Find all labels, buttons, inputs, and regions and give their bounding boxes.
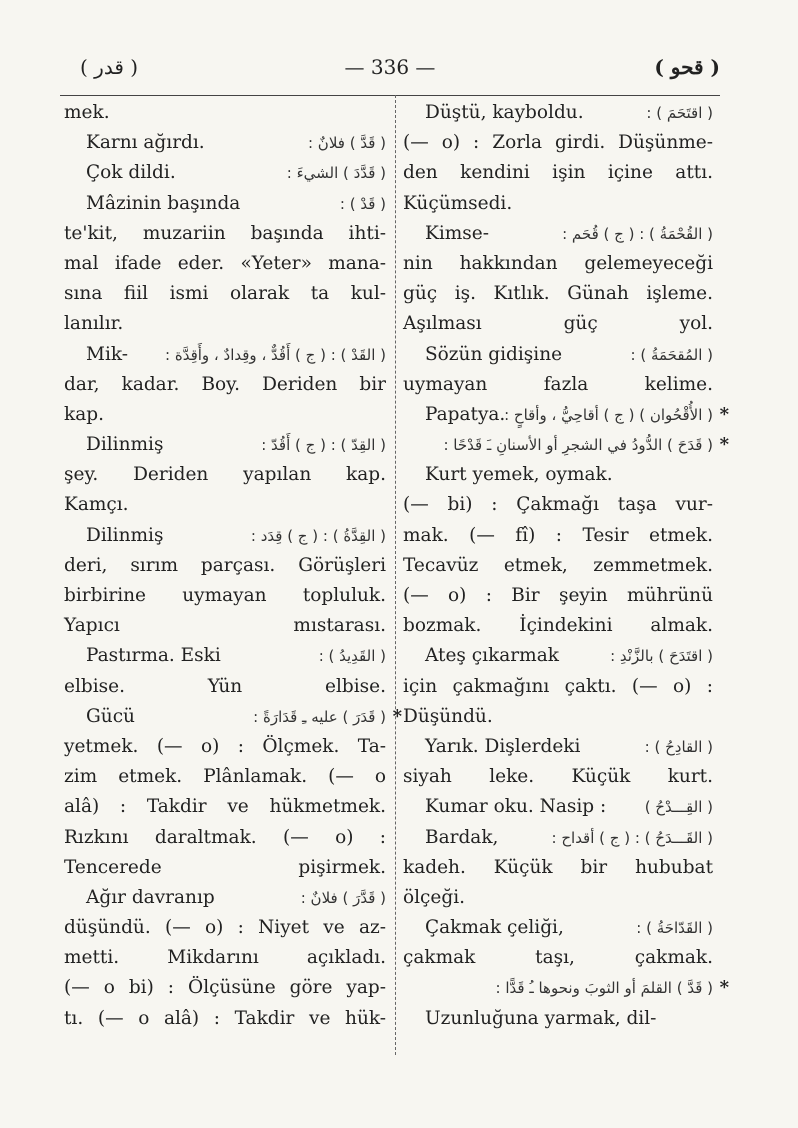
- entry-star-marker: *: [719, 434, 729, 456]
- text-line: [64, 883, 386, 913]
- text-line: [64, 641, 386, 671]
- line-text: şey. Deriden yapılan kap.: [64, 464, 386, 486]
- line-text: düşündü. (— o) : Niyet ve az-: [64, 917, 386, 939]
- line-text: Uzunluğuna yarmak, dil-: [425, 1007, 657, 1029]
- text-line: [403, 521, 713, 551]
- text-line: [403, 158, 713, 188]
- text-line: [403, 219, 713, 249]
- header-right-root: ( قحو ): [654, 55, 720, 79]
- line-text: (— bi) : Çakmağı taşa vur-: [403, 494, 713, 516]
- page-number: — 336 —: [344, 55, 436, 79]
- text-line: [403, 913, 713, 943]
- column-divider: [395, 95, 396, 1055]
- line-text: Rızkını daraltmak. (— o) :: [64, 826, 386, 848]
- arabic-headword: ( القُحْمَةُ ) : ( ج ) قُحَم :: [562, 224, 713, 243]
- line-text: Düştü, kayboldu.: [425, 102, 584, 123]
- arabic-headword: ( القَـــدَحُ ) : ( ج ) أقداح :: [551, 828, 713, 847]
- text-line: [403, 792, 713, 822]
- line-text: Küçümsedi.: [403, 192, 513, 214]
- line-text: (— o) : Zorla girdi. Düşünme-: [403, 132, 713, 154]
- text-line: [64, 762, 386, 792]
- text-line: [64, 792, 386, 822]
- text-line: [403, 98, 713, 128]
- text-line: [64, 853, 386, 883]
- line-text: Yapıcı mıstarası.: [64, 615, 386, 637]
- text-line: [64, 973, 386, 1003]
- line-text: tı. (— o alâ) : Takdir ve hük-: [64, 1007, 386, 1029]
- line-text: yetmek. (— o) : Ölçmek. Ta-: [64, 735, 386, 757]
- arabic-headword: ( قَدَّرَ ) فلانٌ :: [300, 888, 386, 907]
- text-line: [64, 521, 386, 551]
- text-line: [403, 128, 713, 158]
- line-text: Gücü: [86, 705, 135, 727]
- arabic-headword: ( قَدَرَ ) عليه ـِ قَدَارَةً :: [253, 707, 386, 726]
- line-text: metti. Mikdarını açıkladı.: [64, 947, 386, 969]
- text-line: [64, 943, 386, 973]
- entry-star-marker: *: [392, 705, 402, 727]
- arabic-headword: ( القِـــدْحُ ): [644, 798, 713, 817]
- text-line: [64, 732, 386, 762]
- text-line: [403, 973, 729, 1003]
- text-line: [64, 702, 402, 732]
- arabic-headword: ( قَدَّدَ ) الشيءَ :: [286, 164, 386, 183]
- text-line: [403, 732, 713, 762]
- text-line: [403, 370, 713, 400]
- line-text: Pastırma. Eski: [86, 645, 221, 667]
- line-text: Papatya.: [425, 403, 506, 425]
- arabic-headword: ( اقتَحَمَ ) :: [646, 104, 713, 122]
- text-line: [64, 219, 386, 249]
- text-line: [64, 249, 386, 279]
- line-text: Tecavüz etmek, zemmetmek.: [403, 554, 713, 576]
- text-line: [403, 249, 713, 279]
- text-line: [403, 189, 713, 219]
- line-text: alâ) : Takdir ve hükmetmek.: [64, 796, 386, 818]
- line-text: nin hakkından gelemeyeceği: [403, 252, 713, 274]
- text-line: [403, 883, 713, 913]
- text-line: [403, 762, 713, 792]
- entry-star-marker: *: [719, 977, 729, 999]
- arabic-headword: ( قَدَّ ) القلمَ أو الثوبَ ونحوها ـُ قَدًّا :: [495, 979, 713, 998]
- text-line: [64, 551, 386, 581]
- line-text: için çakmağını çaktı. (— o) :: [403, 675, 713, 697]
- line-text: Dilinmiş: [86, 434, 164, 456]
- line-text: kadeh. Küçük bir hububat: [403, 856, 713, 878]
- line-text: uymayan fazla kelime.: [403, 373, 713, 395]
- text-line: [403, 340, 713, 370]
- text-line: [64, 490, 386, 520]
- line-text: lanılır.: [64, 313, 124, 335]
- text-line: [403, 702, 713, 732]
- text-line: [64, 128, 386, 158]
- text-line: [403, 611, 713, 641]
- line-text: çakmak taşı, çakmak.: [403, 947, 713, 969]
- line-text: elbise. Yün elbise.: [64, 675, 386, 697]
- line-text: te'kit, muzariin başında ihti-: [64, 222, 386, 244]
- text-line: [64, 400, 386, 430]
- line-text: bozmak. İçindekini almak.: [403, 615, 713, 637]
- text-line: [403, 581, 713, 611]
- line-text: Karnı ağırdı.: [86, 132, 205, 154]
- left-column: [64, 98, 402, 1034]
- arabic-headword: ( قَدَّ ) فلانٌ :: [307, 134, 386, 153]
- text-line: [403, 309, 713, 339]
- arabic-headword: ( القِدَّةُ ) : ( ج ) قِدَد :: [250, 526, 386, 545]
- line-text: Kurt yemek, oymak.: [425, 464, 613, 486]
- line-text: mek.: [64, 102, 110, 123]
- text-line: [403, 551, 713, 581]
- entry-star-marker: *: [719, 403, 729, 425]
- text-line: [64, 340, 386, 370]
- header-left-root: ( قدر ): [80, 55, 139, 79]
- text-line: [64, 309, 386, 339]
- line-text: Mâzinin başında: [86, 192, 241, 214]
- line-text: deri, sırım parçası. Görüşleri: [64, 554, 386, 576]
- arabic-headword: ( القادِحُ ) :: [644, 737, 713, 756]
- page-header: [60, 55, 720, 91]
- right-column: [403, 98, 729, 1034]
- text-line: [403, 490, 713, 520]
- text-line: [403, 823, 713, 853]
- line-text: Kimse-: [425, 222, 489, 244]
- line-text: Yarık. Dişlerdeki: [425, 735, 581, 757]
- line-text: Bardak,: [425, 826, 499, 848]
- line-text: Çakmak çeliği,: [425, 917, 564, 939]
- text-line: [64, 823, 386, 853]
- arabic-headword: ( قَدْ ) :: [339, 194, 386, 213]
- line-text: (— o bi) : Ölçüsüne göre yap-: [64, 977, 386, 999]
- line-text: Düşündü.: [403, 705, 493, 727]
- text-line: [403, 400, 729, 430]
- line-text: dar, kadar. Boy. Deriden bir: [64, 373, 386, 395]
- text-line: [64, 370, 386, 400]
- text-line: [403, 430, 729, 460]
- text-line: [64, 158, 386, 188]
- line-text: Mik-: [86, 343, 128, 365]
- line-text: siyah leke. Küçük kurt.: [403, 766, 713, 788]
- arabic-headword: ( اقتَدَحَ ) بالزَّنْدِ :: [610, 647, 713, 666]
- line-text: mak. (— fî) : Tesir etmek.: [403, 524, 713, 546]
- text-line: [64, 611, 386, 641]
- line-text: Ağır davranıp: [86, 886, 215, 908]
- line-text: Tencerede pişirmek.: [64, 856, 386, 878]
- text-line: [403, 1004, 713, 1034]
- line-text: Çok dildi.: [86, 162, 176, 184]
- arabic-headword: ( قَدَحَ ) الدُّودُ في الشجرِ أو الأسنانِ ـَ قَدْحًا :: [443, 436, 713, 455]
- line-text: Ateş çıkarmak: [425, 645, 559, 667]
- line-text: Kumar oku. Nasip :: [425, 796, 607, 818]
- arabic-headword: ( القَدّاحَةُ ) :: [636, 919, 713, 938]
- line-text: güç iş. Kıtlık. Günah işleme.: [403, 283, 713, 305]
- line-text: Sözün gidişine: [425, 343, 563, 365]
- arabic-headword: ( الأُقْحُوان ) ( ج ) أقاحِيُّ ، وأقاحٍ :: [504, 405, 713, 424]
- line-text: ölçeği.: [403, 886, 466, 908]
- line-text: Aşılması güç yol.: [403, 313, 713, 335]
- line-text: Kamçı.: [64, 494, 129, 516]
- line-text: (— o) : Bir şeyin mührünü: [403, 585, 713, 606]
- text-line: [403, 641, 713, 671]
- arabic-headword: ( المُقحَمَةُ ) :: [630, 345, 713, 364]
- text-line: [64, 98, 386, 128]
- line-text: birbirine uymayan topluluk.: [64, 585, 386, 606]
- text-line: [403, 943, 713, 973]
- text-line: [64, 913, 386, 943]
- line-text: Dilinmiş: [86, 524, 164, 546]
- text-line: [403, 460, 713, 490]
- arabic-headword: ( القَدِيدُ ) :: [318, 647, 386, 666]
- text-line: [403, 672, 713, 702]
- text-line: [64, 279, 386, 309]
- text-line: [64, 581, 386, 611]
- arabic-headword: ( القَدْ ) : ( ج ) أَقُدٌّ ، وقِدادٌ ، وأَقِدَّة :: [165, 345, 386, 364]
- line-text: kap.: [64, 403, 104, 425]
- text-line: [64, 1004, 386, 1034]
- line-text: den kendini işin içine attı.: [403, 162, 713, 184]
- line-text: mal ifade eder. «Yeter» mana-: [64, 252, 386, 274]
- text-line: [403, 853, 713, 883]
- text-line: [64, 672, 386, 702]
- line-text: zim etmek. Plânlamak. (— o: [64, 766, 386, 788]
- text-line: [64, 460, 386, 490]
- text-line: [64, 430, 386, 460]
- line-text: sına fiil ismi olarak ta kul-: [64, 283, 386, 305]
- text-line: [64, 189, 386, 219]
- text-line: [403, 279, 713, 309]
- arabic-headword: ( القِدّ ) : ( ج ) أَقُدّ :: [261, 436, 386, 455]
- header-rule: [60, 95, 720, 96]
